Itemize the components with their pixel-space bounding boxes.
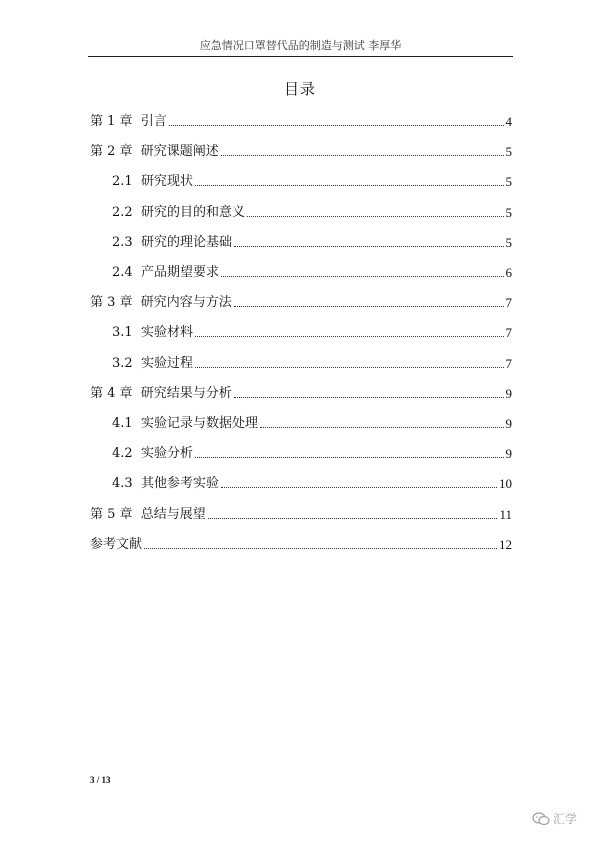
toc-entry-label: 第 5 章 总结与展望 <box>90 506 206 522</box>
toc-entry-page: 7 <box>505 355 512 371</box>
toc-entry[interactable] <box>90 294 512 312</box>
toc-entry[interactable] <box>90 143 512 161</box>
toc-entry[interactable] <box>90 506 512 524</box>
toc-entry-label: 2.4 产品期望要求 <box>112 265 219 280</box>
toc-leader-dots <box>234 246 504 247</box>
toc-entry-label: 第 4 章 研究结果与分析 <box>90 385 232 401</box>
toc-entry-page: 7 <box>505 325 512 341</box>
toc-leader-dots <box>221 487 497 488</box>
toc-leader-dots <box>221 276 504 277</box>
toc-leader-dots <box>208 518 498 519</box>
toc-entry-label: 第 3 章 研究内容与方法 <box>90 295 232 311</box>
watermark-text: 汇学 <box>553 812 578 826</box>
toc-entry[interactable] <box>112 204 512 222</box>
toc-leader-dots <box>195 336 504 337</box>
toc-entry[interactable] <box>112 475 512 493</box>
toc-entry-page: 5 <box>505 204 512 220</box>
toc-entry-page: 12 <box>499 536 512 552</box>
toc-entry-page: 10 <box>499 476 512 492</box>
toc-leader-dots <box>247 216 504 217</box>
toc-entry[interactable] <box>112 415 512 433</box>
toc-entry[interactable] <box>112 445 512 463</box>
toc-leader-dots <box>144 548 497 549</box>
toc-entry-label: 第 2 章 研究课题阐述 <box>90 144 219 160</box>
toc-entry-label: 参考文献 <box>90 536 143 552</box>
toc-title: 目录 <box>283 80 316 98</box>
toc-entry-label: 4.3 其他参考实验 <box>112 476 219 492</box>
toc-entry-page: 5 <box>505 144 512 160</box>
toc-entry-label: 第 1 章 引言 <box>90 114 167 129</box>
toc-entry-page: 6 <box>505 265 512 280</box>
toc-entry[interactable] <box>112 234 512 252</box>
toc-entry[interactable] <box>90 113 512 131</box>
toc-entry[interactable] <box>112 355 512 373</box>
toc-leader-dots <box>195 457 504 458</box>
toc-entry-label: 4.2 实验分析 <box>112 446 193 462</box>
wechat-icon <box>532 812 550 826</box>
toc-entry-page: 9 <box>505 385 512 401</box>
toc-leader-dots <box>234 306 504 307</box>
toc-leader-dots <box>221 155 504 156</box>
toc-leader-dots <box>195 367 504 368</box>
toc-entry-page: 7 <box>505 295 512 311</box>
toc-leader-dots <box>234 397 504 398</box>
toc-leader-dots <box>169 125 504 126</box>
toc-entry-label: 4.1 实验记录与数据处理 <box>112 416 258 431</box>
toc-leader-dots <box>195 185 504 186</box>
toc-entry[interactable] <box>112 264 512 282</box>
page-number: 3 / 13 <box>90 775 111 785</box>
toc-entry-page: 4 <box>505 114 512 129</box>
toc-entry-label: 2.2 研究的目的和意义 <box>112 204 245 220</box>
toc-entry-page: 9 <box>505 416 512 431</box>
running-header <box>88 36 513 57</box>
toc-entry-page: 11 <box>499 506 512 522</box>
toc-entry-label: 3.2 实验过程 <box>112 355 193 371</box>
toc-entry[interactable] <box>90 536 512 554</box>
toc-entry[interactable] <box>112 324 512 342</box>
toc-entry-page: 9 <box>505 446 512 462</box>
toc-entry-label: 2.1 研究现状 <box>112 174 193 190</box>
watermark <box>532 810 577 827</box>
toc-entry-page: 5 <box>505 234 512 250</box>
toc-entry[interactable] <box>90 385 512 403</box>
toc-entry-label: 2.3 研究的理论基础 <box>112 234 232 250</box>
running-header-text: 应急情况口罩替代品的制造与测试 李厚华 <box>199 39 402 52</box>
toc-leader-dots <box>260 427 504 428</box>
toc-entry[interactable] <box>112 173 512 191</box>
toc-entry-label: 3.1 实验材料 <box>112 325 193 341</box>
toc-entry-page: 5 <box>505 174 512 190</box>
